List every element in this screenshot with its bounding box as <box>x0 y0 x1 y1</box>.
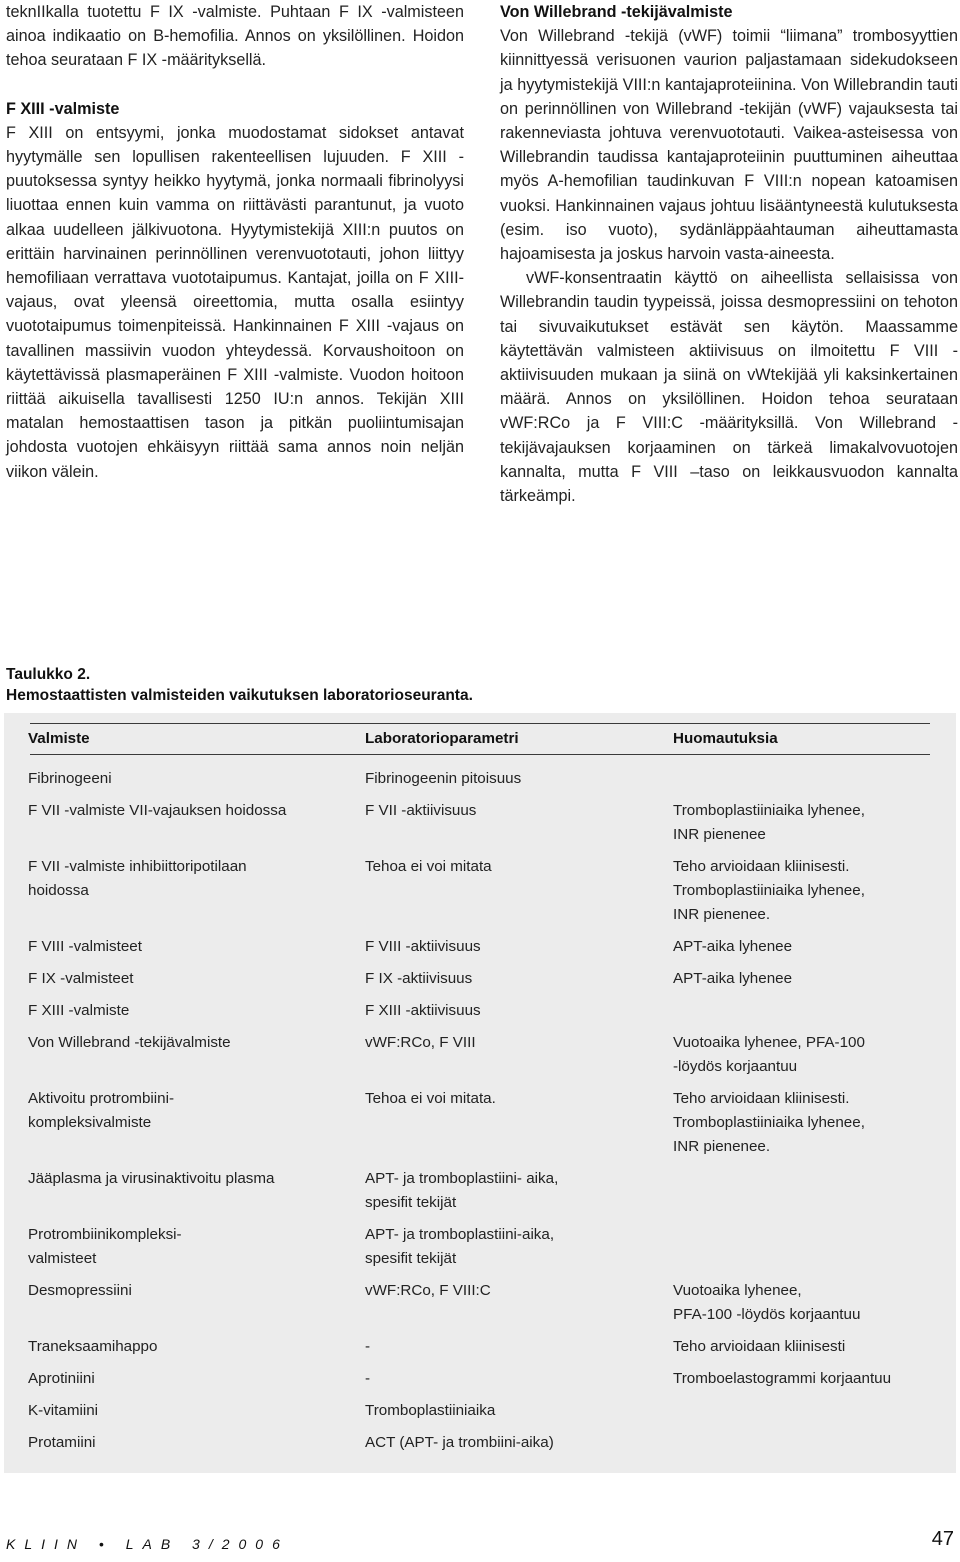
cell-valmiste: F IX -valmisteet <box>28 970 134 987</box>
cell-huomautuksia: APT-aika lyhenee <box>673 938 793 955</box>
cell-huomautuksia: Tromboelastogrammi korjaantuu <box>673 1370 892 1387</box>
vwf-paragraph-2: vWF-konsentraatin käyttö on aiheellista sellaisissa von Willebrandin taudin tyypeissä, joissa desmopressiini on tehoton tai sivuvaikutukset estävät sen käytön. Maassamme käytettävän valmisteen aktiivisuus on ilmoitettu F VIII -aktiivisuuden mukaan ja siinä on vWtekijää yli kaksinkertainen määrä. Annos on yksilöllinen. Hoidon tehoa seurataan vWF:RCo ja F VIII:C -määrityksillä. Von Willebrand -tekijävajauksen korjaaminen on tärkeä limakalvovuotojen kannalta, mutta F VIII –taso on leikkausvuodon kannalta tärkeämpi. <box>500 269 958 506</box>
cell-laboratorioparametri: Tehoa ei voi mitata <box>365 858 492 875</box>
cell-valmiste: Aprotiniini <box>28 1370 95 1387</box>
page-footer <box>6 1528 954 1560</box>
cell-huomautuksia: APT-aika lyhenee <box>673 970 793 987</box>
cell-laboratorioparametri: vWF:RCo, F VIII:C <box>365 1282 491 1299</box>
cell-laboratorioparametri: - <box>365 1370 371 1387</box>
cell-valmiste: Traneksaamihappo <box>28 1338 158 1355</box>
cell-valmiste: K-vitamiini <box>28 1402 99 1419</box>
cell-laboratorioparametri: ACT (APT- ja trombiini-aika) <box>365 1434 554 1451</box>
cell-huomautuksia: Teho arvioidaan kliinisesti <box>673 1338 846 1355</box>
cell-laboratorioparametri: vWF:RCo, F VIII <box>365 1034 476 1051</box>
cell-huomautuksia: Teho arvioidaan kliinisesti. Tromboplastiiniaika lyhenee, INR pienenee. <box>673 1090 865 1155</box>
cell-valmiste: F VII -valmiste VII-vajauksen hoidossa <box>28 802 287 819</box>
cell-valmiste: F VII -valmiste inhibiittoripotilaan hoidossa <box>28 858 247 899</box>
journal-name: KLIIN • LAB 3/2006 <box>6 1536 289 1552</box>
cell-valmiste: Von Willebrand -tekijävalmiste <box>28 1034 231 1051</box>
cell-laboratorioparametri: F VII -aktiivisuus <box>365 802 477 819</box>
cell-valmiste: Aktivoitu protrombiini- kompleksivalmiste <box>28 1090 175 1131</box>
left-column <box>6 0 464 484</box>
cell-laboratorioparametri: APT- ja tromboplastiini-aika, spesifit tekijät <box>365 1226 555 1267</box>
cell-laboratorioparametri: Tromboplastiiniaika <box>365 1402 496 1419</box>
table-header-bottom-rule <box>30 754 930 755</box>
cell-huomautuksia: Teho arvioidaan kliinisesti. Tromboplastiiniaika lyhenee, INR pienenee. <box>673 858 865 923</box>
cell-valmiste: F VIII -valmisteet <box>28 938 142 955</box>
cell-valmiste: Fibrinogeeni <box>28 770 112 787</box>
lab-monitoring-table <box>4 713 956 1473</box>
cell-valmiste: Protamiini <box>28 1434 96 1451</box>
table-caption <box>6 664 473 706</box>
cell-laboratorioparametri: Tehoa ei voi mitata. <box>365 1090 496 1107</box>
cell-laboratorioparametri: APT- ja tromboplastiini- aika, spesifit tekijät <box>365 1170 559 1211</box>
fxiii-heading: F XIII -valmiste <box>6 99 120 118</box>
fxiii-paragraph: F XIII on entsyymi, jonka muodostamat sidokset antavat hyytymälle sen lopullisen rakenteellisen lujuuden. F XIII -puutoksessa syntyy heikko hyytymä, jonka normaali fibrinolyysi liuottaa ennen kuin vamma on riittävästi parantunut, ja vuoto alkaa uudelleen jälkivuotona. Hyytymistekijä XIII:n puutos on erittäin harvinainen perinnöllinen verenvuototauti, johon liittyy hemofiliaan verrattava vuototaipumus. Kantajat, joilla on F XIII-vajaus, ovat yleensä oireettomia, mutta osalla esiintyy vuototaipumus toimenpiteissä. Hankinnainen F XIII -vajaus on tavallinen massiivin vuodon yhteydessä. Korvaushoitoon on käytettävissä plasmaperäinen F XIII -valmiste. Vuodon hoitoon riittää aikuisella tavallisesti 1250 IU:n annos. Tekijän XIII matalan hemostaattisen tason ja pitkän puoliintumisajan johdosta vuotojen ehkäisyyn riittää sama annos noin neljän viikon välein. <box>6 123 464 481</box>
cell-huomautuksia: Vuotoaika lyhenee, PFA-100 -löydös korjaantuu <box>673 1034 865 1075</box>
vwf-paragraph-1: Von Willebrand -tekijä (vWF) toimii “liimana” trombosyyttien kiinnittyessä verisuonen vaurion paljastamaan sidekudokseen ja hyytymistekijä VIII:n kantajaproteiinina. Von Willebrandin tauti on perinnöllinen von Willebrand -tekijän (vWF) vajauksesta tai rakenneviasta johtuva verenvuototauti. Vaikea-asteisessa von Willebrandin taudissa kantajaproteiinin puuttuminen aiheuttaa myös A-hemofilian taudinkuvan F VIII:n nopean katoamisen vuoksi. Hankinnainen vajaus johtuu lisääntyneestä kulutuksesta (esim. iso vuoto), sydänläppäahtauman aiheuttamasta hajoamisesta ja joskus harvoin vasta-aineesta. <box>500 27 958 264</box>
cell-laboratorioparametri: - <box>365 1338 371 1355</box>
right-column <box>500 0 958 508</box>
cell-valmiste: Jääplasma ja virusinaktivoitu plasma <box>28 1170 275 1187</box>
header-huomautuksia: Huomautuksia <box>673 730 778 747</box>
cell-laboratorioparametri: Fibrinogeenin pitoisuus <box>365 770 522 787</box>
header-laboratorioparametri: Laboratorioparametri <box>365 730 519 747</box>
cell-laboratorioparametri: F IX -aktiivisuus <box>365 970 473 987</box>
cell-laboratorioparametri: F VIII -aktiivisuus <box>365 938 481 955</box>
table-title: Hemostaattisten valmisteiden vaikutuksen laboratorioseuranta. <box>6 687 473 704</box>
cell-valmiste: Protrombiinikompleksi- valmisteet <box>28 1226 182 1267</box>
cell-valmiste: Desmopressiini <box>28 1282 132 1299</box>
cell-huomautuksia: Vuotoaika lyhenee, PFA-100 -löydös korjaantuu <box>673 1282 861 1323</box>
header-valmiste: Valmiste <box>28 730 90 747</box>
cell-huomautuksia: Tromboplastiiniaika lyhenee, INR pienenee <box>673 802 865 843</box>
cell-valmiste: F XIII -valmiste <box>28 1002 130 1019</box>
vwf-heading: Von Willebrand -tekijävalmiste <box>500 3 733 21</box>
page-number: 47 <box>931 1528 954 1550</box>
table-header-top-rule <box>30 723 930 724</box>
cell-laboratorioparametri: F XIII -aktiivisuus <box>365 1002 481 1019</box>
fix-continuation-paragraph: teknIIkalla tuotettu F IX -valmiste. Puhtaan F IX -valmisteen ainoa indikaatio on B-hemofilia. Annos on yksilöllinen. Hoidon tehoa seurataan F IX -määrityksellä. <box>6 3 464 70</box>
paragraph-spacer <box>6 73 464 97</box>
table-label: Taulukko 2. <box>6 666 91 683</box>
